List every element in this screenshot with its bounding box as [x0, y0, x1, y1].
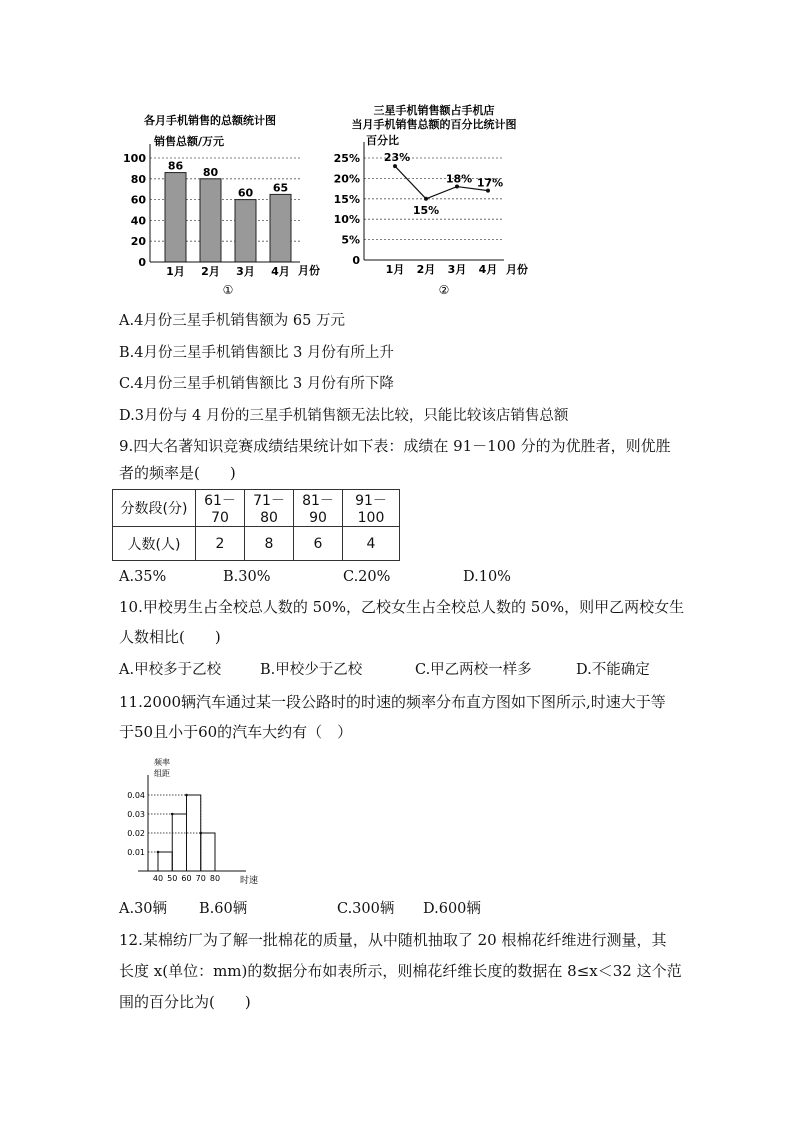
q11-stem-line2: 于50且小于60的汽车大约有（ ） [119, 723, 353, 741]
table-cell: 81－90 [294, 490, 343, 527]
chart2-xlabel: 月份 [506, 263, 528, 276]
chart1-xlabel: 月份 [298, 264, 320, 277]
chart1-xtick-label: 1月 [166, 265, 185, 278]
q10-option-c: C.甲乙两校一样多 [415, 662, 532, 678]
table-cell: 分数段(分) [113, 490, 196, 527]
chart1-data-label: 60 [237, 186, 254, 200]
histogram-xtick-label: 70 [195, 874, 206, 883]
q8-option-c: C.4月份三星手机销售额比 3 月份有所下降 [119, 376, 394, 392]
chart2-xtick-label: 2月 [416, 263, 436, 276]
histogram-ylabel-bottom: 组距 [154, 769, 170, 778]
histogram-bar [201, 833, 215, 871]
histogram-xlabel: 时速 [240, 876, 259, 886]
q11-option-a: A.30辆 [119, 901, 168, 917]
q11-option-c: C.300辆 [337, 901, 395, 917]
q8-option-a: A.4月份三星手机销售额为 65 万元 [119, 313, 345, 329]
q10-option-d: D.不能确定 [576, 662, 650, 678]
chart1-title: 各月手机销售的总额统计图 [144, 114, 276, 127]
q11-option-b: B.60辆 [199, 901, 248, 917]
table-row [113, 490, 400, 527]
q12-stem-line2: 长度 x(单位：mm)的数据分布如表所示，则棉花纤维长度的数据在 8≤x＜32 这个范 [119, 962, 682, 980]
histogram-point [171, 813, 174, 816]
chart2-ylabel: 百分比 [366, 134, 399, 147]
chart2-title-line1: 三星手机销售额占手机店 [373, 104, 495, 117]
q9-option-c: C.20% [343, 569, 391, 585]
q10-stem-line2: 人数相比( ) [119, 628, 221, 646]
chart1-data-label: 86 [167, 159, 184, 173]
chart2-xtick-label: 1月 [385, 263, 405, 276]
table-cell: 人数(人) [113, 527, 196, 561]
q9-option-d: D.10% [463, 569, 511, 585]
chart1-bar [270, 194, 291, 262]
table-cell: 91－100 [343, 490, 400, 527]
chart1-bar [235, 200, 256, 262]
chart1-xtick-label: 4月 [271, 265, 290, 278]
chart1-ytick-label: 100 [123, 152, 146, 165]
chart1-ylabel: 销售总额/万元 [154, 135, 225, 148]
q11-stem-line1: 11.2000辆汽车通过某一段公路时的时速的频率分布直方图如下图所示,时速大于等 [119, 693, 666, 711]
q9-option-b: B.30% [223, 569, 271, 585]
q10-option-b: B.甲校少于乙校 [260, 662, 363, 678]
chart1-xtick-label: 3月 [236, 265, 255, 278]
q9-stem-line1: 9.四大名著知识竞赛成绩结果统计如下表：成绩在 91－100 分的为优胜者，则优胜 [119, 437, 671, 455]
monthly-sales-bar-chart [110, 108, 325, 300]
q8-option-b: B.4月份三星手机销售额比 3 月份有所上升 [119, 345, 394, 361]
chart2-data-label: 23% [383, 151, 411, 165]
q10-option-a: A.甲校多于乙校 [119, 662, 222, 678]
chart1-bar [200, 179, 221, 262]
histogram-ytick-label: 0.03 [127, 810, 145, 819]
table-cell: 2 [196, 527, 245, 561]
chart1-xtick-label: 2月 [201, 265, 220, 278]
chart2-xtick-label: 3月 [447, 263, 467, 276]
chart2-data-label: 18% [445, 172, 473, 186]
histogram-xtick-label: 60 [181, 874, 192, 883]
histogram-point [199, 832, 202, 835]
histogram-ytick-label: 0.02 [127, 829, 145, 838]
chart2-xtick-label: 4月 [478, 263, 498, 276]
table-cell: 6 [294, 527, 343, 561]
histogram-point [157, 851, 160, 854]
chart2-ytick-label: 15% [333, 192, 360, 206]
table-cell: 61－70 [196, 490, 245, 527]
chart1-ytick-label: 60 [130, 193, 146, 207]
chart1-bar [165, 173, 186, 262]
histogram-xtick-label: 50 [167, 874, 178, 883]
histogram-bar [172, 814, 186, 871]
q9-option-a: A.35% [119, 569, 167, 585]
chart1-ytick-label: 40 [130, 214, 146, 228]
chart2-ytick-label: 20% [333, 172, 360, 186]
table-row [113, 527, 400, 561]
chart2-series-line [395, 166, 488, 199]
chart2-ytick-label: 5% [341, 233, 360, 247]
histogram-point [185, 794, 188, 797]
chart1-data-label: 65 [272, 181, 289, 195]
chart2-data-label: 15% [412, 203, 440, 217]
chart1-ytick-label: 80 [130, 172, 146, 186]
q12-stem-line1: 12.某棉纺厂为了解一批棉花的质量，从中随机抽取了 20 根棉花纤维进行测量，其 [119, 931, 667, 949]
histogram-ytick-label: 0.01 [127, 848, 145, 857]
table-cell: 71－80 [245, 490, 294, 527]
histogram-xtick-label: 40 [152, 874, 164, 883]
chart2-ytick-label: 0 [352, 254, 360, 267]
chart1-ytick-label: 0 [138, 256, 146, 269]
q8-option-d: D.3月份与 4 月份的三星手机销售额无法比较，只能比较该店销售总额 [119, 408, 569, 424]
chart2-ytick-label: 10% [333, 213, 360, 227]
samsung-percentage-line-chart [330, 100, 545, 300]
histogram-ylabel-top: 频率 [154, 758, 170, 767]
q9-stem-line2: 者的频率是( ) [119, 464, 236, 482]
table-cell: 4 [343, 527, 400, 561]
chart1-caption: ① [222, 283, 234, 297]
q10-stem-line1: 10.甲校男生占全校总人数的 50%，乙校女生占全校总人数的 50%，则甲乙两校女生 [119, 598, 685, 616]
chart2-point [424, 197, 428, 201]
chart2-point [393, 164, 397, 168]
chart2-caption: ② [438, 283, 450, 297]
score-distribution-table [112, 489, 400, 561]
histogram-ytick-label: 0.04 [127, 791, 145, 800]
histogram-xtick-label: 80 [209, 874, 221, 883]
chart2-title-line2: 当月手机销售总额的百分比统计图 [351, 118, 517, 131]
chart1-ytick-label: 20 [130, 235, 146, 249]
histogram-bar [158, 852, 172, 871]
speed-frequency-histogram [118, 755, 278, 890]
q11-option-d: D.600辆 [423, 901, 481, 917]
q12-stem-line3: 围的百分比为( ) [119, 993, 251, 1011]
table-cell: 8 [245, 527, 294, 561]
chart2-ytick-label: 25% [333, 152, 360, 165]
chart1-data-label: 80 [202, 165, 219, 179]
chart2-data-label: 17% [476, 176, 504, 190]
